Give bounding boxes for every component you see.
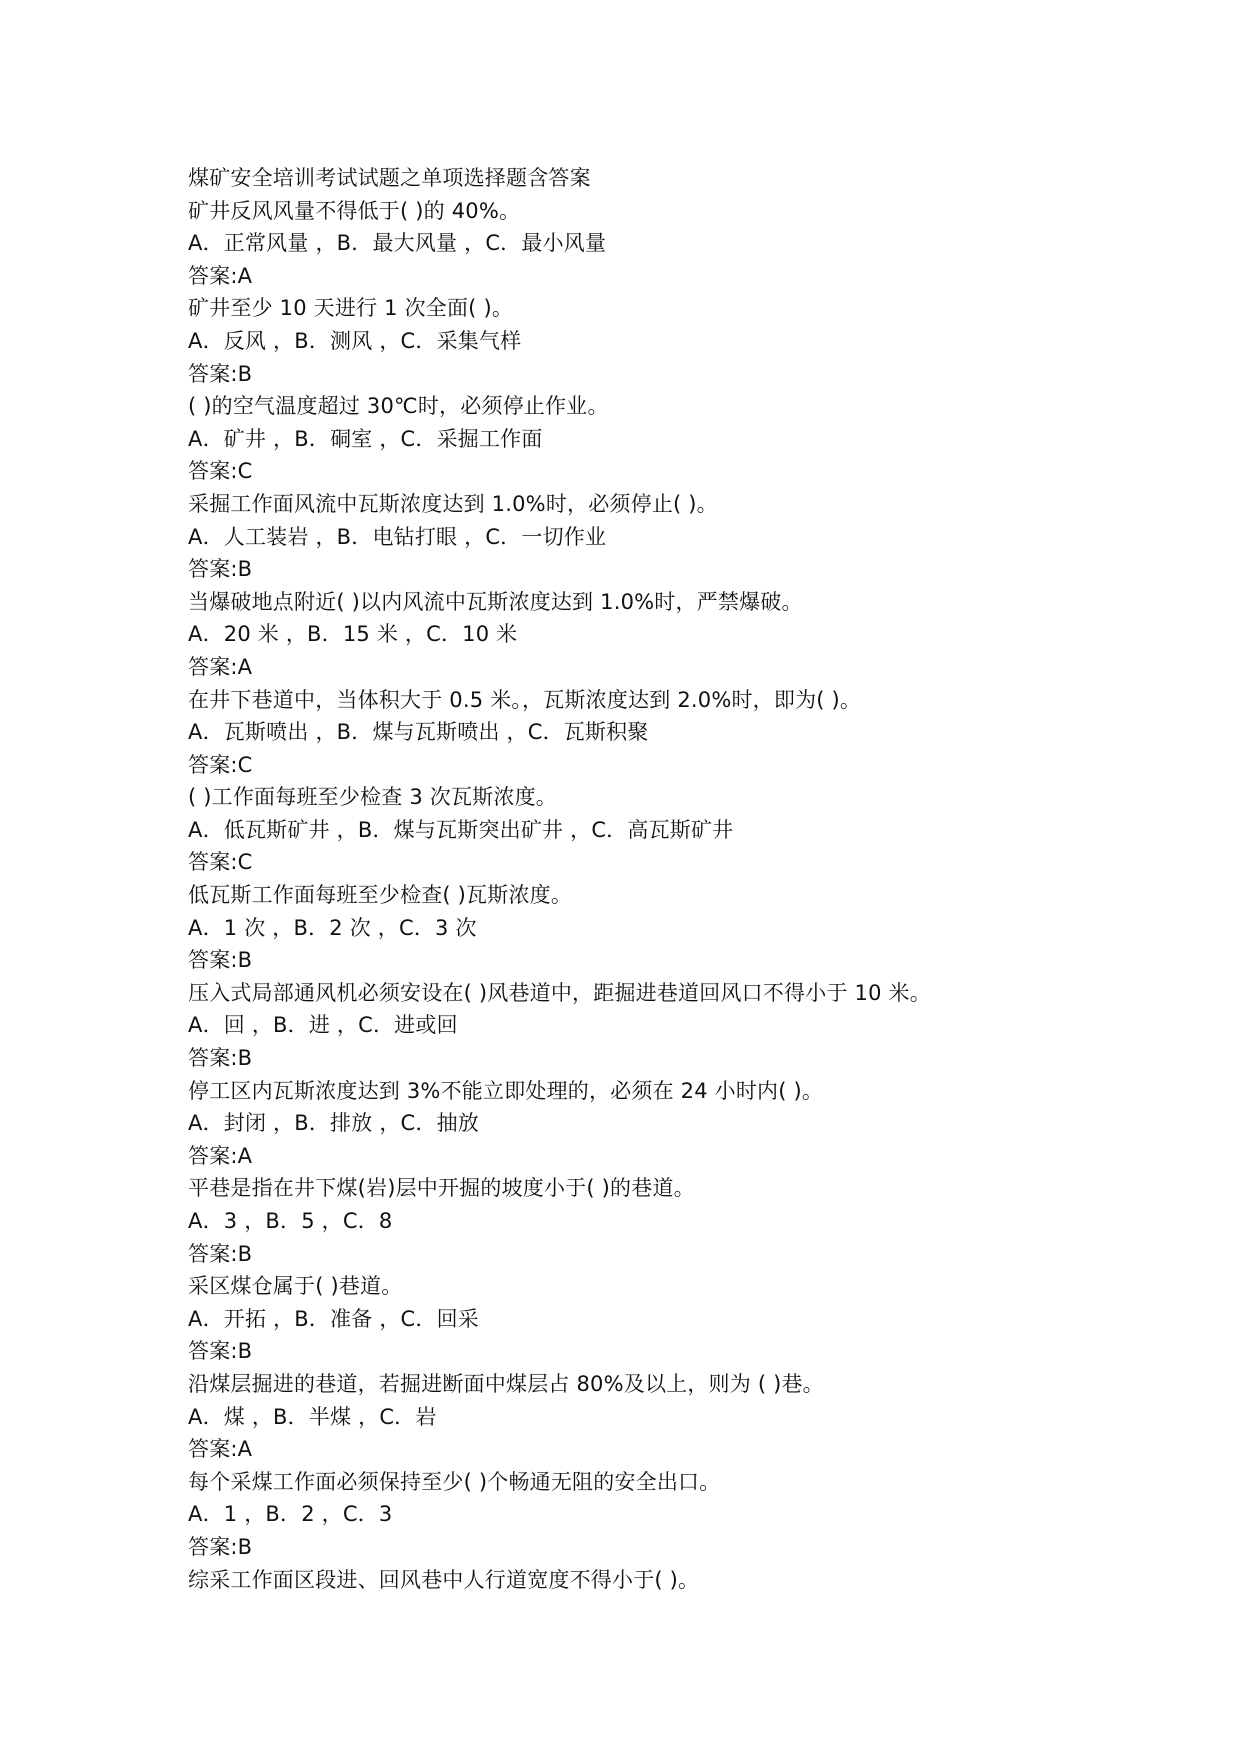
question-9 (188, 977, 1188, 1075)
question-answer: 答案:C (188, 459, 253, 484)
question-14 (188, 1466, 1188, 1564)
question-options: A．煤 ，B．半煤 ，C．岩 (188, 1404, 437, 1429)
question-stem: 采区煤仓属于( )巷道。 (188, 1274, 403, 1299)
question-options: A．开拓 ，B．准备 ，C．回采 (188, 1306, 479, 1331)
question-stem: 矿井反风风量不得低于( )的 40%。 (188, 198, 521, 223)
question-answer: 答案:C (188, 850, 253, 875)
question-stem: 矿井至少 10 天进行 1 次全面( )。 (188, 296, 514, 321)
question-answer: 答案:B (188, 1339, 253, 1364)
question-stem: 采掘工作面风流中瓦斯浓度达到 1.0%时，必须停止( )。 (188, 491, 718, 516)
question-stem: 停工区内瓦斯浓度达到 3%不能立即处理的，必须在 24 小时内( )。 (188, 1078, 824, 1103)
question-stem: 低瓦斯工作面每班至少检查( )瓦斯浓度。 (188, 883, 573, 908)
question-stem: 沿煤层掘进的巷道，若掘进断面中煤层占 80%及以上，则为 ( )巷。 (188, 1371, 824, 1396)
document-title: 煤矿安全培训考试试题之单项选择题含答案 (188, 166, 591, 190)
question-answer: 答案:A (188, 263, 253, 288)
question-13 (188, 1368, 1188, 1466)
question-options: A．矿井 ，B．硐室 ，C．采掘工作面 (188, 426, 543, 451)
question-answer: 答案:B (188, 1046, 253, 1071)
question-stem: 每个采煤工作面必须保持至少( )个畅通无阻的安全出口。 (188, 1469, 721, 1494)
question-options: A．瓦斯喷出 ，B．煤与瓦斯喷出 ，C．瓦斯积聚 (188, 720, 649, 745)
question-options: A．反风 ，B．测风 ，C．采集气样 (188, 328, 522, 353)
question-3 (188, 390, 1188, 488)
question-answer: 答案:B (188, 1534, 253, 1559)
question-1 (188, 195, 1188, 293)
question-11 (188, 1172, 1188, 1270)
document-page (188, 162, 1188, 1596)
question-10 (188, 1075, 1188, 1173)
question-options: A．1 次 ，B．2 次 ，C．3 次 (188, 915, 477, 940)
question-answer: 答案:B (188, 948, 253, 973)
question-options: A．正常风量 ，B．最大风量 ，C．最小风量 (188, 231, 607, 256)
question-4 (188, 488, 1188, 586)
question-stem: ( )的空气温度超过 30℃时，必须停止作业。 (188, 394, 609, 419)
question-answer: 答案:A (188, 1143, 253, 1168)
question-7 (188, 781, 1188, 879)
question-stem: 在井下巷道中，当体积大于 0.5 米。，瓦斯浓度达到 2.0%时，即为( )。 (188, 687, 862, 712)
question-options: A．低瓦斯矿井 ，B．煤与瓦斯突出矿井 ，C．高瓦斯矿井 (188, 817, 734, 842)
question-stem: 当爆破地点附近( )以内风流中瓦斯浓度达到 1.0%时，严禁爆破。 (188, 589, 803, 614)
question-stem: 综采工作面区段进、回风巷中人行道宽度不得小于( )。 (188, 1567, 700, 1592)
question-answer: 答案:B (188, 361, 253, 386)
question-8 (188, 879, 1188, 977)
question-answer: 答案:A (188, 1437, 253, 1462)
question-stem: 压入式局部通风机必须安设在( )风巷道中，距掘进巷道回风口不得小于 10 米。 (188, 980, 931, 1005)
question-6 (188, 684, 1188, 782)
question-options: A．人工装岩 ，B．电钻打眼 ，C．一切作业 (188, 524, 607, 549)
question-answer: 答案:B (188, 1241, 253, 1266)
question-answer: 答案:A (188, 654, 253, 679)
question-answer: 答案:C (188, 752, 253, 777)
question-15 (188, 1564, 1188, 1597)
question-12 (188, 1270, 1188, 1368)
question-stem: 平巷是指在井下煤(岩)层中开掘的坡度小于( )的巷道。 (188, 1176, 695, 1201)
question-options: A．1 ，B．2 ，C．3 (188, 1502, 393, 1527)
question-options: A．回 ，B．进 ，C．进或回 (188, 1013, 458, 1038)
question-options: A．20 米 ，B．15 米 ，C．10 米 (188, 622, 518, 647)
question-stem: ( )工作面每班至少检查 3 次瓦斯浓度。 (188, 785, 557, 810)
question-answer: 答案:B (188, 557, 253, 582)
question-options: A．封闭 ，B．排放 ，C．抽放 (188, 1111, 479, 1136)
question-5 (188, 586, 1188, 684)
question-2 (188, 292, 1188, 390)
question-options: A．3 ，B．5 ，C．8 (188, 1209, 393, 1233)
